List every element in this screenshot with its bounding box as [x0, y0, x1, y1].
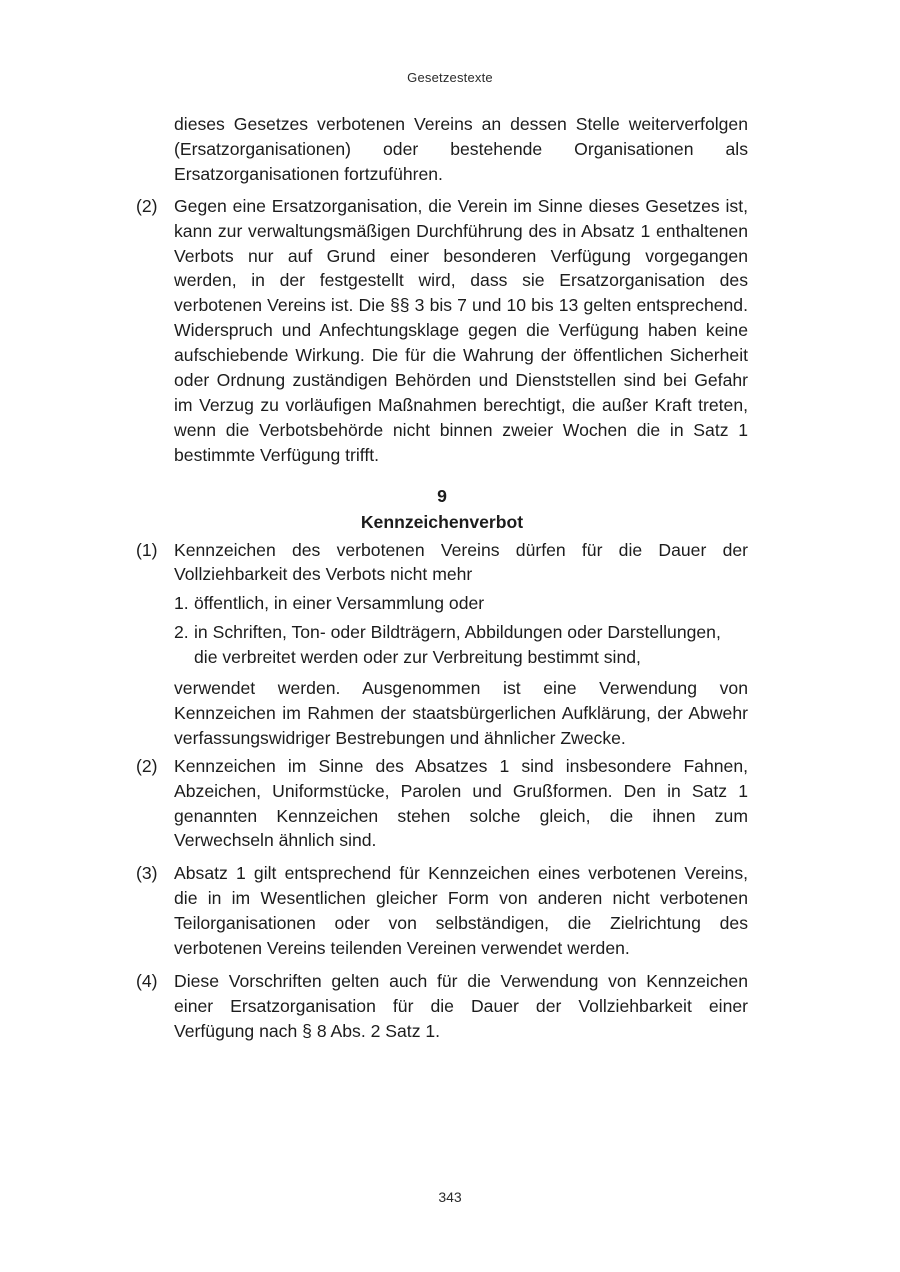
list-item-number: 1.: [174, 593, 189, 614]
list-item-text: öffentlich, in einer Versammlung oder: [194, 593, 485, 614]
paragraph-text: Gegen eine Ersatzorganisation, die Verein im Sinne dieses Gesetzes ist, kann zur verwaltungsmäßigen Durchführung des in Absatz 1 enthaltenen Verbots nur auf Grund einer besonderen Verfügung vorgegangen werden, in der festgestellt wird, dass sie Ersatzorganisation des verbotenen Vereins ist. Die §§ 3 bis 7 und 10 bis 13 gelten entsprechend. Widerspruch und Anfechtungsklage gegen die Verfügung haben keine aufschiebende Wirkung. Die für die Wahrung der öffentlichen Sicherheit oder Ordnung zuständigen Behörden und Dienststellen sind bei Gefahr im Verzug zu vorläufigen Maßnahmen berechtigt, die außer Kraft treten, wenn die Verbotsbehörde nicht binnen zweier Wochen die in Satz 1 bestimmte Verfügung trifft.: [174, 195, 748, 465]
paragraph-number: (3): [136, 863, 158, 884]
section-title: Kennzeichenverbot: [360, 511, 524, 532]
paragraph-text: Kennzeichen im Sinne des Absatzes 1 sind insbesondere Fahnen, Abzeichen, Uniformstücke, Parolen und Grußformen. Den in Satz 1 genannten Kennzeichen stehen solche gleich, die ihnen zum Verwechseln ähnlich sind.: [174, 755, 748, 851]
list-item-text: in Schriften, Ton- oder Bildträgern, Abbildungen oder Darstellungen, die verbreitet werden oder zur Verbreitung bestimmt sind,: [194, 622, 721, 668]
list-item: [136, 620, 748, 670]
paragraph-text: Kennzeichen des verbotenen Vereins dürfen für die Dauer der Vollziehbarkeit des Verbots nicht mehr: [174, 539, 748, 585]
paragraph-number: (2): [136, 195, 158, 216]
list-item: [136, 591, 748, 616]
paragraph-number: (4): [136, 971, 158, 991]
paragraph-number: (1): [136, 539, 158, 560]
paragraph-9-4: [136, 969, 748, 1044]
paragraph-text: Diese Vorschriften gelten auch für die Verwendung von Kennzeichen einer Ersatzorganisation für die Dauer der Vollziehbarkeit einer Verfügung nach § 8 Abs. 2 Satz 1.: [174, 971, 748, 1041]
paragraph-closing-text: verwendet werden. Ausgenommen ist eine Verwendung von Kennzeichen im Rahmen der staatsbürgerlichen Aufklärung, der Abwehr verfassungswidriger Bestrebungen und ähnlicher Zwecke.: [174, 678, 748, 748]
paragraph-9-1: [136, 538, 748, 588]
running-head: Gesetzestexte: [407, 70, 493, 85]
paragraph-number: (2): [136, 755, 158, 776]
page-number: 343: [438, 1189, 462, 1205]
paragraph-9-2: [136, 754, 748, 854]
section-number: 9: [437, 485, 447, 506]
continuation-paragraph: dieses Gesetzes verbotenen Vereins an dessen Stelle weiterverfolgen (Ersatzorganisationen) oder bestehende Organisationen als Ersatzorganisationen fortzuführen.: [174, 114, 748, 184]
paragraph-9-3: [136, 861, 748, 961]
paragraph-text: Absatz 1 gilt entsprechend für Kennzeichen eines verbotenen Vereins, die in im Wesentlichen gleicher Form von anderen nicht verbotenen Teilorganisationen oder von selbständigen, die Zielrichtung des verbotenen Vereins teilenden Vereinen verwendet werden.: [174, 863, 748, 959]
paragraph-8-2: [136, 194, 748, 468]
body-text: [136, 112, 748, 1044]
list-item-number: 2.: [174, 622, 189, 643]
